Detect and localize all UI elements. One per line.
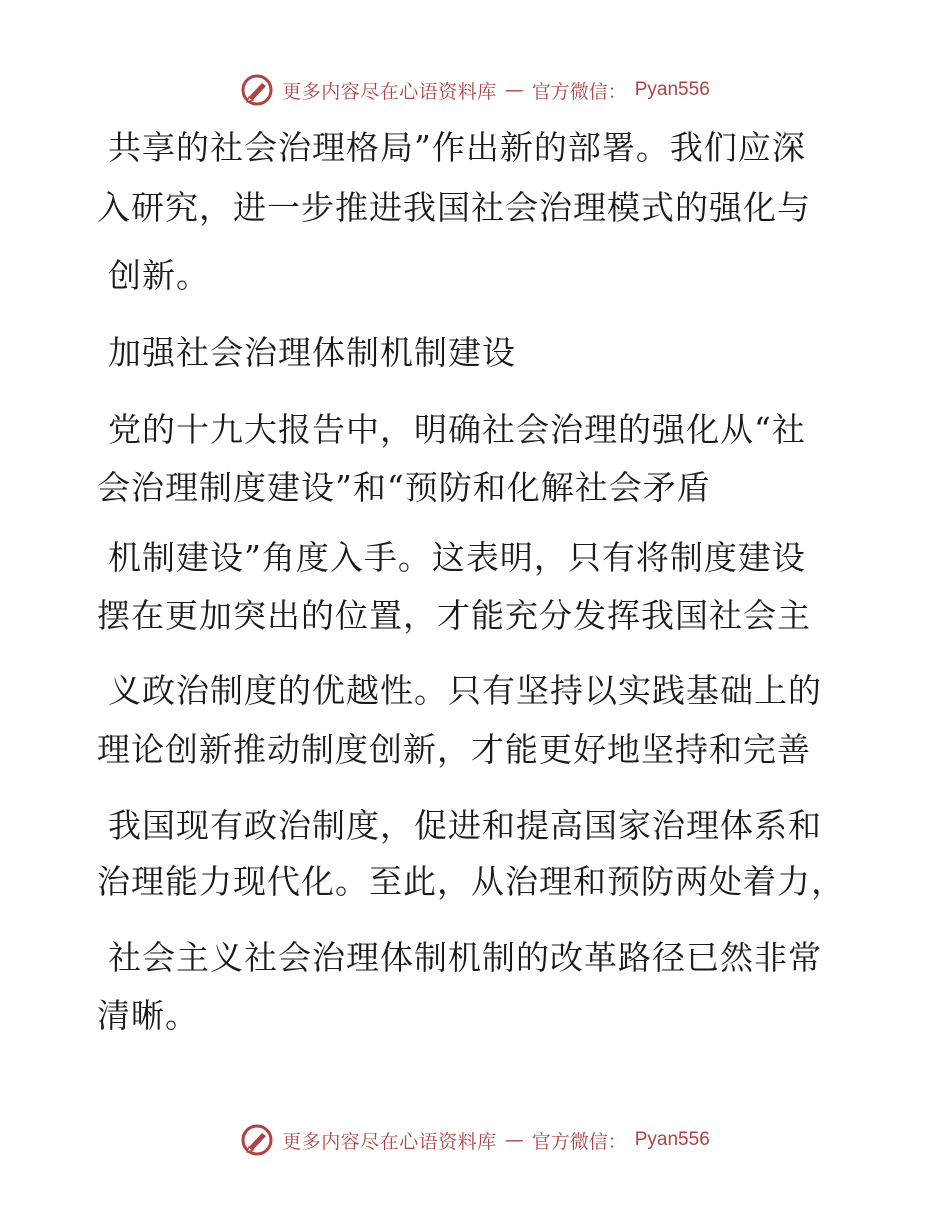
- footer-watermark-banner: [0, 1120, 950, 1160]
- banner-text: 更多内容尽在心语资料库: [282, 1130, 497, 1153]
- body-line: 党的十九大报告中，明确社会治理的强化从“社: [108, 410, 806, 449]
- body-line: 治理能力现代化。至此，从治理和预防两处着力，: [97, 862, 845, 901]
- banner-wechat-label: 官方微信：: [531, 80, 627, 103]
- section-heading: 加强社会治理体制机制建设: [108, 333, 516, 372]
- body-line: 理论创新推动制度创新，才能更好地坚持和完善: [97, 730, 811, 769]
- pen-logo-icon: [240, 73, 274, 107]
- body-line: 清晰。: [97, 996, 199, 1035]
- body-line: 入研究，进一步推进我国社会治理模式的强化与: [97, 188, 811, 227]
- banner-wechat-id: Pyan556: [634, 1129, 710, 1150]
- body-line: 社会主义社会治理体制机制的改革路径已然非常: [108, 938, 822, 977]
- banner-separator: —: [504, 1129, 524, 1151]
- body-line: 机制建设”角度入手。这表明，只有将制度建设: [108, 538, 806, 577]
- banner-text: 更多内容尽在心语资料库: [282, 80, 497, 103]
- banner-separator: —: [504, 79, 524, 101]
- pen-logo-icon: [240, 1123, 274, 1157]
- banner-wechat-label: 官方微信：: [531, 1130, 627, 1153]
- header-watermark-banner: [0, 70, 950, 110]
- body-line: 我国现有政治制度，促进和提高国家治理体系和: [108, 806, 822, 845]
- banner-wechat-id: Pyan556: [634, 79, 710, 100]
- body-line: 义政治制度的优越性。只有坚持以实践基础上的: [108, 671, 822, 710]
- body-line: 共享的社会治理格局”作出新的部署。我们应深: [108, 128, 806, 167]
- body-line: 摆在更加突出的位置，才能充分发挥我国社会主: [97, 596, 811, 635]
- body-line: 会治理制度建设”和“预防和化解社会矛盾: [97, 468, 711, 507]
- body-line: 创新。: [108, 256, 210, 295]
